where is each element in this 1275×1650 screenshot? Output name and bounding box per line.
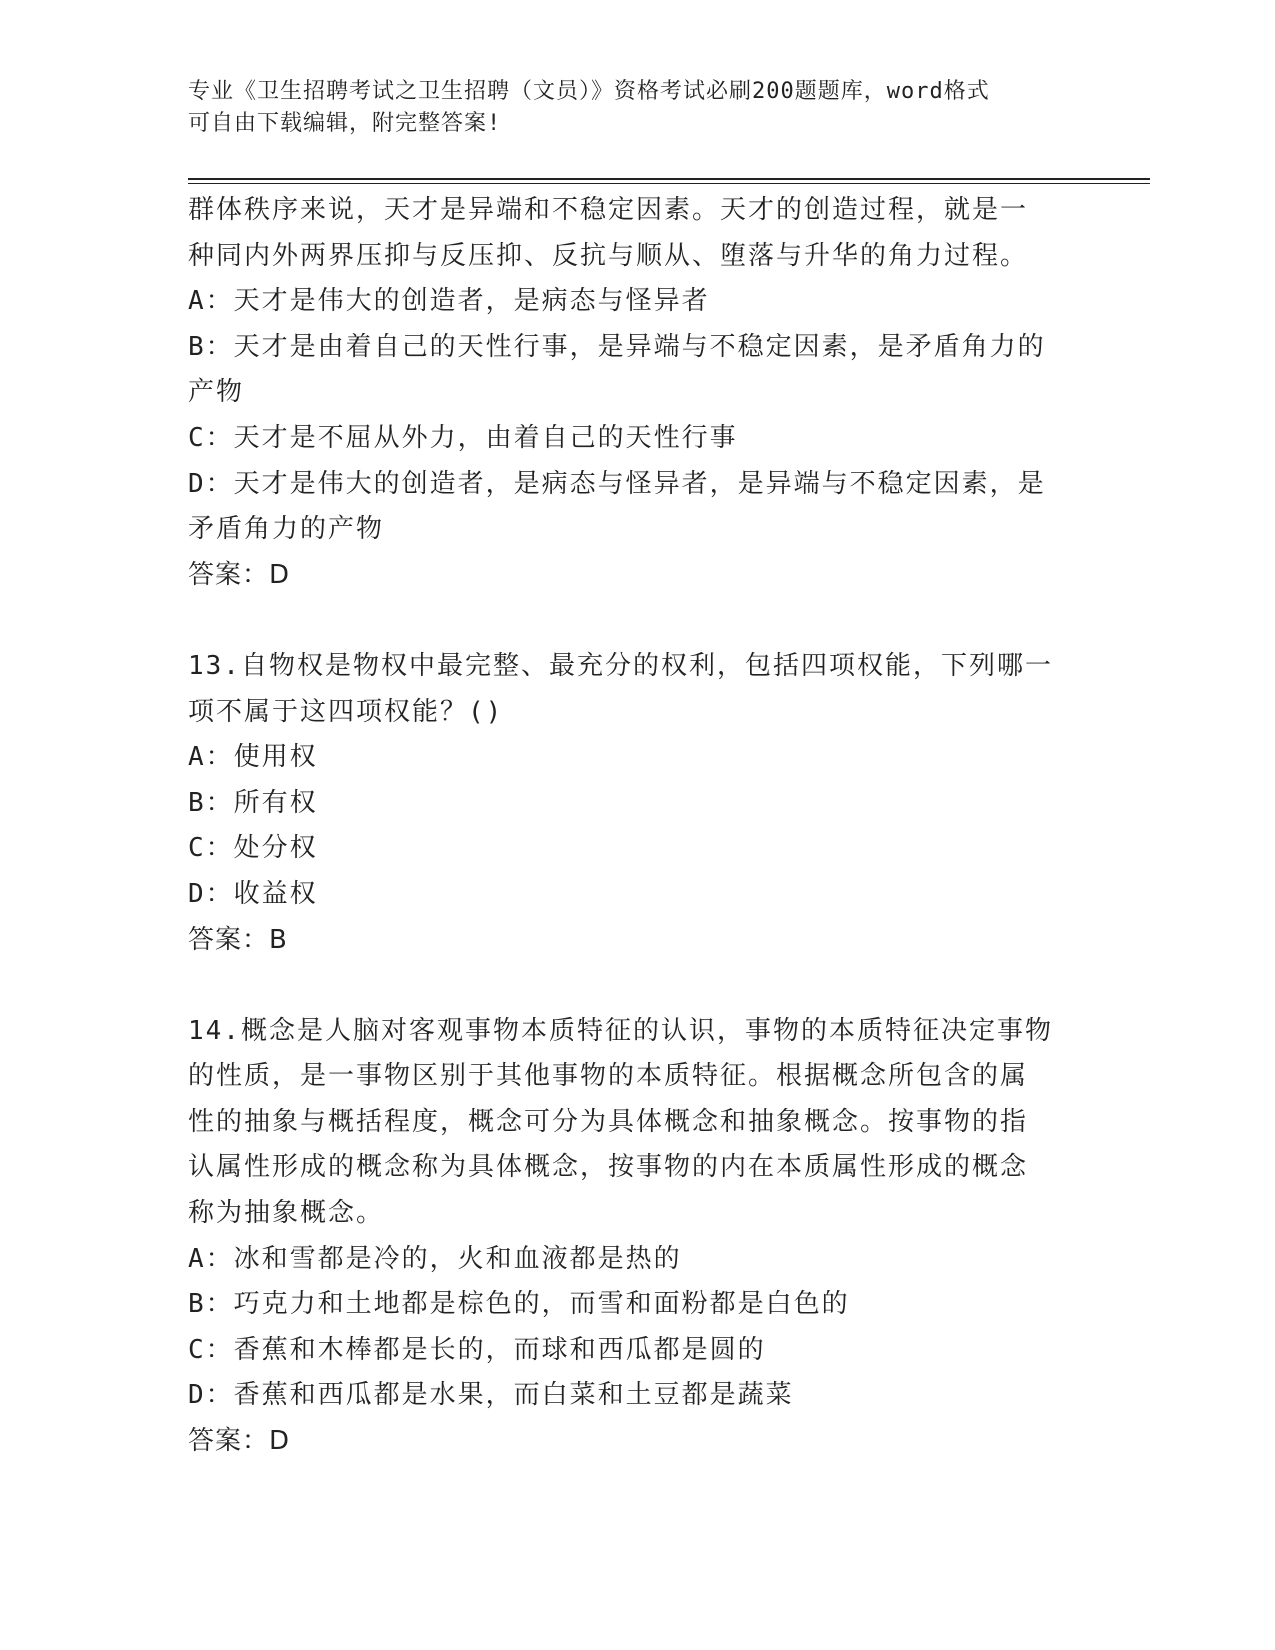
option-d-continued: 矛盾角力的产物 — [188, 514, 385, 545]
question-stem-line: 13.自物权是物权中最完整、最充分的权利，包括四项权能，下列哪一 — [188, 650, 1053, 681]
option-b: B：天才是由着自己的天性行事，是异端与不稳定因素，是矛盾角力的 — [188, 331, 1046, 362]
question-stem-line: 种同内外两界压抑与反压抑、反抗与顺从、堕落与升华的角力过程。 — [188, 240, 1029, 271]
question-stem-line: 14.概念是人脑对客观事物本质特征的认识，事物的本质特征决定事物 — [188, 1015, 1053, 1046]
question-stem-line: 群体秩序来说，天才是异端和不稳定因素。天才的创造过程，就是一 — [188, 195, 1029, 225]
header-title-line-1: 专业《卫生招聘考试之卫生招聘（文员）》资格考试必刷200题题库，word格式 — [188, 79, 990, 104]
question-stem-line: 项不属于这四项权能？() — [188, 696, 504, 727]
option-d: D：天才是伟大的创造者，是病态与怪异者，是异端与不稳定因素，是 — [188, 468, 1046, 499]
question-stem-line: 性的抽象与概括程度，概念可分为具体概念和抽象概念。按事物的指 — [188, 1106, 1029, 1137]
header-divider-thin — [188, 183, 1150, 184]
answer-label: 答案：D — [188, 559, 291, 590]
option-b: B：巧克力和土地都是棕色的，而雪和面粉都是白色的 — [188, 1289, 850, 1320]
option-c: C：处分权 — [188, 833, 318, 864]
question-stem-line: 认属性形成的概念称为具体概念，按事物的内在本质属性形成的概念 — [188, 1152, 1029, 1183]
header-title-line-2: 可自由下载编辑，附完整答案! — [188, 111, 502, 136]
option-a: A：天才是伟大的创造者，是病态与怪异者 — [188, 286, 710, 317]
question-12-tail — [188, 188, 1088, 598]
question-14 — [188, 1009, 1088, 1465]
option-d: D：香蕉和西瓜都是水果，而白菜和土豆都是蔬菜 — [188, 1380, 794, 1411]
option-a: A：冰和雪都是冷的，火和血液都是热的 — [188, 1243, 682, 1274]
answer-label: 答案：D — [188, 1426, 291, 1457]
question-stem-line: 的性质，是一事物区别于其他事物的本质特征。根据概念所包含的属 — [188, 1061, 1029, 1092]
question-stem-line: 称为抽象概念。 — [188, 1198, 385, 1229]
option-b: B：所有权 — [188, 787, 318, 818]
question-13 — [188, 644, 1088, 963]
answer-label: 答案：B — [188, 924, 288, 955]
question-list — [188, 188, 1088, 1465]
option-a: A：使用权 — [188, 742, 318, 773]
option-c: C：香蕉和木棒都是长的，而球和西瓜都是圆的 — [188, 1334, 766, 1365]
page-header — [188, 76, 1088, 140]
option-c: C：天才是不屈从外力，由着自己的天性行事 — [188, 422, 738, 453]
option-d: D：收益权 — [188, 878, 318, 909]
question-spacer — [188, 963, 1088, 1009]
option-b-continued: 产物 — [188, 377, 245, 408]
header-divider-thick — [188, 178, 1150, 180]
question-spacer — [188, 598, 1088, 644]
